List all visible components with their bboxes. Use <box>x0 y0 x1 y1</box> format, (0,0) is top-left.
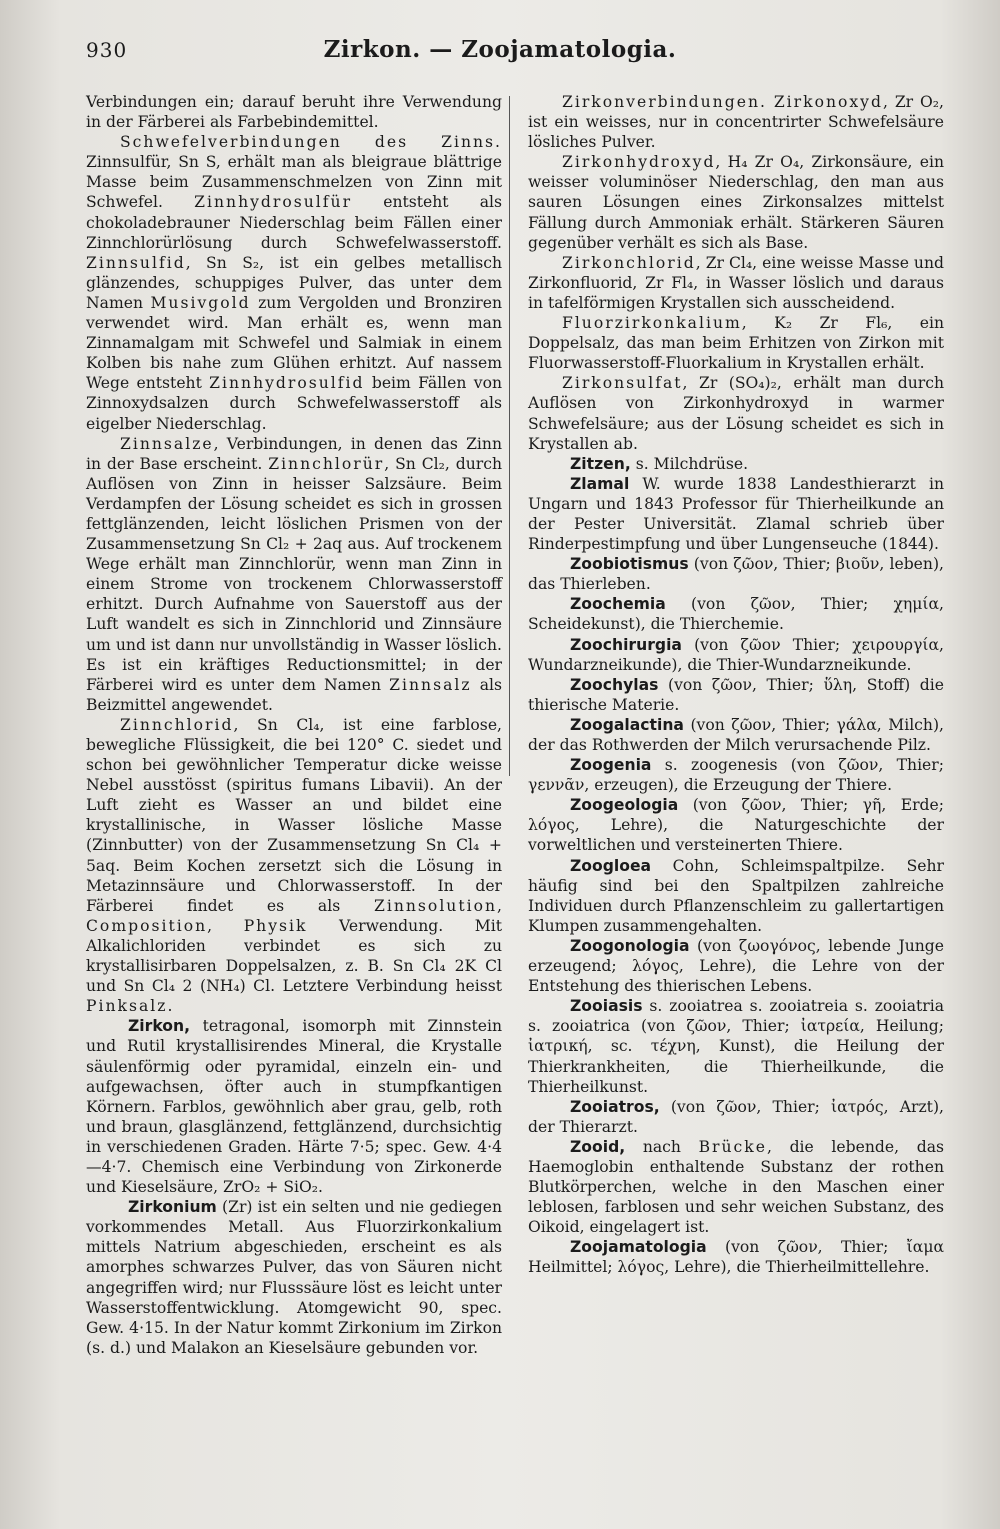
left-column <box>86 92 502 1358</box>
paragraph: Zirkonsulfat, Zr (SO₄)₂, erhält man durch Auflösen von Zirkonhydroxyd in warmer Schwefelsäure; aus der Lösung scheidet es sich in Krystallen ab. <box>528 374 944 453</box>
term: Composition <box>86 916 208 935</box>
term: Zirkonoxyd <box>773 93 883 111</box>
term: Fluorzirkonkalium <box>562 314 742 333</box>
entry: Zoogalactina (von ζῶον, Thier; γάλα, Milch), der das Rothwerden der Milch verursachende Pilz. <box>528 715 944 754</box>
section-heading: Zirkonverbindungen. <box>562 93 767 111</box>
term: Zirkonhydroxyd <box>562 153 716 172</box>
headword: Zoogenia <box>570 756 652 775</box>
entry: Zoochirurgia (von ζῶον Thier; χειρουργία, Wundarzneikunde), die Thier-Wundarzneikunde. <box>528 635 944 674</box>
page-header <box>0 34 1000 74</box>
headword: Zirkon, <box>128 1017 191 1036</box>
term: Musivgold <box>150 293 251 312</box>
entry: Zirkonium (Zr) ist ein selten und nie gediegen vorkommendes Metall. Aus Fluorzirkonkalium mittels Natrium abgeschieden, erscheint es als amorphes schwarzes Pulver, das von Säuren nicht angegriffen wird; nur Flusssäure löst es leicht unter Wasserstoffentwicklung. Atomgewicht 90, spec. Gew. 4·15. In der Natur kommt Zirkonium im Zirkon (s. d.) und Malakon an Kieselsäure gebunden vor. <box>86 1198 502 1357</box>
term: Zinnchlorür <box>268 454 385 473</box>
paragraph: Zirkonverbindungen. Zirkonoxyd, Zr O₂, ist ein weisses, nur in concentrirter Schwefelsäure lösliches Pulver. <box>528 93 944 152</box>
entry: Zoogloea Cohn, Schleimspaltpilze. Sehr häufig sind bei den Spaltpilzen zahlreiche Individuen durch Pflanzenschleim zu gallertartigen Klumpen zusammengehalten. <box>528 856 944 935</box>
headword: Zoogonologia <box>570 936 690 955</box>
headword: Zooiatros, <box>570 1097 660 1116</box>
entry: Zooid, nach Brücke, die lebende, das Haemoglobin enthaltende Substanz der rothen Blutkörperchen, welche in den Maschen einer leblosen, farblosen und sehr weichen Substanz, des Oikoid, eingelagert ist. <box>528 1137 944 1237</box>
term: Zinnhydrosulfid <box>209 374 365 393</box>
term: Zinnsulfid <box>86 253 186 272</box>
headword: Zooiasis <box>570 997 643 1016</box>
headword: Zoojamatologia <box>570 1238 707 1257</box>
headword: Zirkonium <box>128 1198 217 1217</box>
term: Brücke <box>698 1137 767 1156</box>
entry: Zooiasis s. zooiatrea s. zooiatreia s. zooiatria s. zooiatrica (von ζῶον, Thier; ἰατρεία, Heilung; ἰατρική, sc. τέχνη, Kunst), die Heilung der Thierkrankheiten, die Thierheilkunde, die Thierheilkunst. <box>528 997 944 1096</box>
term: Physik <box>243 916 308 935</box>
paragraph: Zinnchlorid, Sn Cl₄, ist eine farblose, bewegliche Flüssigkeit, die bei 120° C. siedet und schon bei gewöhnlicher Temperatur dicke weisse Nebel ausstösst (spiritus fumans Libavii). An der Luft zieht es Wasser an und bildet eine krystallinische, in Wasser lösliche Masse (Zinnbutter) von der Zusammensetzung Sn Cl₄ + 5aq. Beim Kochen zersetzt sich die Lösung in Metazinnsäure und Chlorwasserstoff. In der Färberei findet es als Zinnsolution, Composition, Physik Verwendung. Mit Alkalichloriden verbindet es sich zu krystallisirbaren Doppelsalzen, z. B. Sn Cl₄ 2K Cl und Sn Cl₄ 2 (NH₄) Cl. Letztere Verbindung heisst Pinksalz. <box>86 715 502 1016</box>
right-column <box>528 92 944 1278</box>
headword: Zoochemia <box>570 595 666 614</box>
headword: Zoogloea <box>570 856 652 875</box>
term: Zinnchlorid <box>120 715 234 734</box>
paragraph: Verbindungen ein; darauf beruht ihre Verwendung in der Färberei als Farbebindemittel. <box>86 93 502 132</box>
headword: Zlamal <box>570 474 630 493</box>
paragraph: Schwefelverbindungen des Zinns. Zinnsulfür, Sn S, erhält man als bleigraue blättrige Masse beim Zusammenschmelzen von Zinn mit Schwefel. Zinnhydrosulfür entsteht als chokoladebrauner Niederschlag beim Fällen einer Zinnchlorürlösung durch Schwefelwasserstoff. Zinnsulfid, Sn S₂, ist ein gelbes metallisch glänzendes, schuppiges Pulver, das unter dem Namen Musivgold zum Vergolden und Bronziren verwendet wird. Man erhält es, wenn man Zinnamalgam mit Schwefel und Salmiak in einem Kolben bis nahe zum Glühen erhitzt. Auf nassem Wege entsteht Zinnhydrosulfid beim Fällen von Zinnoxydsalzen durch Schwefelwasserstoff als eigelber Niederschlag. <box>86 133 503 433</box>
paragraph: Zirkonhydroxyd, H₄ Zr O₄, Zirkonsäure, ein weisser voluminöser Niederschlag, den man aus sauren Lösungen eines Zirkonsalzes mittelst Fällung durch Ammoniak erhält. Stärkeren Säuren gegenüber verhält es sich als Base. <box>528 153 944 252</box>
paragraph: Zinnsalze, Verbindungen, in denen das Zinn in der Base erscheint. Zinnchlorür, Sn Cl₂, durch Auflösen von Zinn in heisser Salzsäure. Beim Verdampfen der Lösung scheidet es sich in grossen fettglänzenden, leicht löslichen Prismen von der Zusammensetzung Sn Cl₂ + 2aq aus. Auf trockenem Wege erhält man Zinnchlorür, wenn man Zinn in einem Strome von trockenem Chlorwasserstoff erhitzt. Durch Aufnahme von Sauerstoff aus der Luft wandelt es sich in Zinnchlorid und Zinnsäure um und ist dann nur unvollständig in Wasser löslich. Es ist ein kräftiges Reductionsmittel; in der Färberei wird es unter dem Namen Zinnsalz als Beizmittel angewendet. <box>86 434 503 714</box>
entry: Zlamal W. wurde 1838 Landesthierarzt in Ungarn und 1843 Professor für Thierheilkunde an der Pester Universität. Zlamal schrieb über Rinderpestimpfung und über Lungenseuche (1844). <box>528 474 944 554</box>
term: Zirkonchlorid <box>562 253 696 272</box>
headword: Zoochylas <box>570 675 659 694</box>
paragraph: Fluorzirkonkalium, K₂ Zr Fl₆, ein Doppelsalz, das man beim Erhitzen von Zirkon mit Fluorwasserstoff-Fluorkalium in Krystallen erhält. <box>528 314 944 373</box>
entry: Zoogenia s. zoogenesis (von ζῶον, Thier; γεννᾶν, erzeugen), die Erzeugung der Thiere. <box>528 756 944 795</box>
entry: Zoobiotismus (von ζῶον, Thier; βιοῦν, leben), das Thierleben. <box>528 555 944 594</box>
entry: Zoochylas (von ζῶον, Thier; ὕλη, Stoff) die thierische Materie. <box>528 675 944 714</box>
term: Pinksalz <box>86 997 168 1016</box>
entry: Zoochemia (von ζῶον, Thier; χημία, Scheidekunst), die Thierchemie. <box>528 595 944 634</box>
section-heading: Schwefelverbindungen des Zinns. <box>120 133 502 152</box>
running-title: Zirkon. — Zoojamatologia. <box>323 36 677 63</box>
headword: Zoogeologia <box>570 796 679 815</box>
term: Zinnsalz <box>389 675 472 694</box>
paragraph: Zirkonchlorid, Zr Cl₄, eine weisse Masse und Zirkonfluorid, Zr Fl₄, in Wasser löslich und daraus in tafelförmigen Krystallen sich ausscheidend. <box>528 253 944 312</box>
headword: Zoochirurgia <box>570 635 682 654</box>
entry: Zooiatros, (von ζῶον, Thier; ἰατρός, Arzt), der Thierarzt. <box>528 1097 944 1136</box>
headword: Zitzen, <box>570 454 631 473</box>
entry: Zoogeologia (von ζῶον, Thier; γῆ, Erde; λόγος, Lehre), die Naturgeschichte der vorweltlichen und versteinerten Thiere. <box>528 796 944 855</box>
column-divider <box>509 96 510 776</box>
headword: Zoogalactina <box>570 715 684 734</box>
page-number: 930 <box>86 38 128 62</box>
term: Zinnsalze <box>120 434 214 453</box>
entry: Zoogonologia (von ζωογόνος, lebende Junge erzeugend; λόγος, Lehre), die Lehre von der Entstehung des thierischen Lebens. <box>528 936 944 996</box>
headword: Zoobiotismus <box>570 555 689 574</box>
term: Zinnhydrosulfür <box>194 193 353 212</box>
term: Zinnsolution <box>374 896 498 915</box>
entry: Zirkon, tetragonal, isomorph mit Zinnstein und Rutil krystallisirendes Mineral, die Krystalle säulenförmig oder pyramidal, einzeln ein- und aufgewachsen, öfter auch in stumpfkantigen Körnern. Farblos, gewöhnlich aber grau, gelb, roth und braun, glasglänzend, fettglänzend, durchsichtig in verschiedenen Graden. Härte 7·5; spec. Gew. 4·4—4·7. Chemisch eine Verbindung von Zirkonerde und Kieselsäure, ZrO₂ + SiO₂. <box>86 1017 502 1197</box>
entry: Zitzen, s. Milchdrüse. <box>570 454 749 473</box>
headword: Zooid, <box>570 1137 626 1156</box>
term: Zirkonsulfat <box>562 374 683 393</box>
entry: Zoojamatologia (von ζῶον, Thier; ἴαμα Heilmittel; λόγος, Lehre), die Thierheilmittellehre. <box>528 1238 944 1277</box>
